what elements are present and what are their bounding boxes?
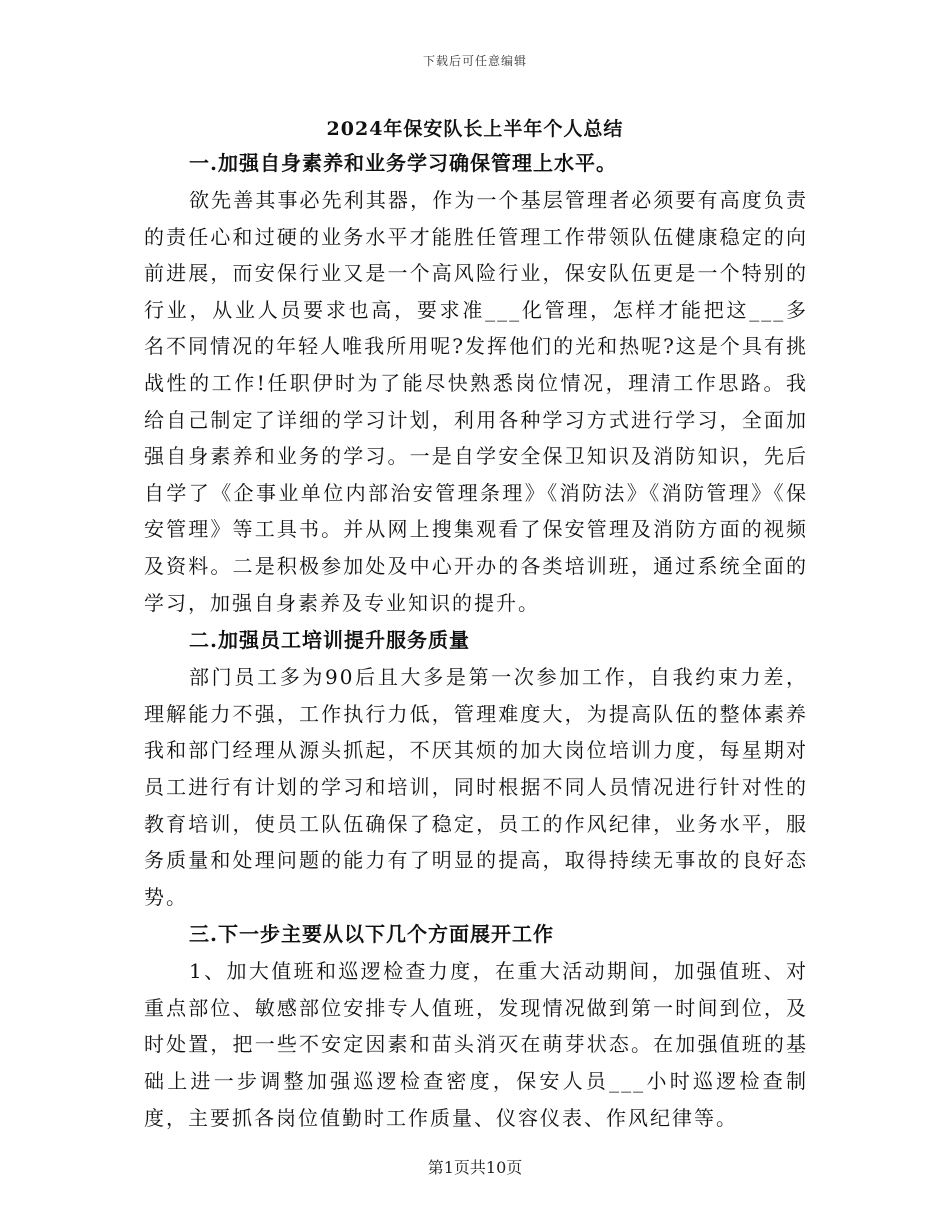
header-note: 下载后可任意编辑 xyxy=(422,54,527,68)
section-heading-2: 二.加强员工培训提升服务质量 xyxy=(189,628,470,653)
section-heading-3: 三.下一步主要从以下几个方面展开工作 xyxy=(189,922,554,947)
page-title: 2024年保安队长上半年个人总结 xyxy=(326,118,624,140)
section-1-paragraph: 欲先善其事必先利其器，作为一个基层管理者必须要有高度负责的责任心和过硬的业务水平才能胜任管理工作带领队伍健康稳定的向前进展，而安保行业又是一个高风险行业，保安队伍更是一个特别的行业，从业人员要求也高，要求准___化管理，怎样才能把这___多名不同情况的年轻人唯我所用呢?发挥他们的光和热呢?这是个具有挑战性的工作!任职伊时为了能尽快熟悉岗位情况，理清工作思路。我给自己制定了详细的学习计划，利用各种学习方式进行学习，全面加强自身素养和业务的学习。一是自学安全保卫知识及消防知识，先后自学了《企事业单位内部治安管理条理》《消防法》《消防管理》《保安管理》等工具书。并从网上搜集观看了保安管理及消防方面的视频及资料。二是积极参加处及中心开办的各类培训班，通过系统全面的学习，加强自身素养及专业知识的提升。 xyxy=(144,188,808,615)
section-heading-1: 一.加强自身素养和业务学习确保管理上水平。 xyxy=(189,151,617,175)
section-2-paragraph: 部门员工多为90后且大多是第一次参加工作，自我约束力差，理解能力不强，工作执行力低，管理难度大，为提高队伍的整体素养我和部门经理从源头抓起，不厌其烦的加大岗位培训力度，每星期对员工进行有计划的学习和培训，同时根据不同人员情况进行针对性的教育培训，使员工队伍确保了稳定，员工的作风纪律，业务水平，服务质量和处理问题的能力有了明显的提高，取得持续无事故的良好态势。 xyxy=(144,665,808,909)
page-number: 第1页共10页 xyxy=(427,1158,523,1177)
section-3-paragraph: 1、加大值班和巡逻检查力度，在重大活动期间，加强值班、对重点部位、敏感部位安排专人值班，发现情况做到第一时间到位，及时处置，把一些不安定因素和苗头消灭在萌芽状态。在加强值班的基础上进一步调整加强巡逻检查密度，保安人员___小时巡逻检查制度，主要抓各岗位值勤时工作质量、仪容仪表、作风纪律等。 xyxy=(144,959,808,1130)
document-body xyxy=(144,144,808,1136)
